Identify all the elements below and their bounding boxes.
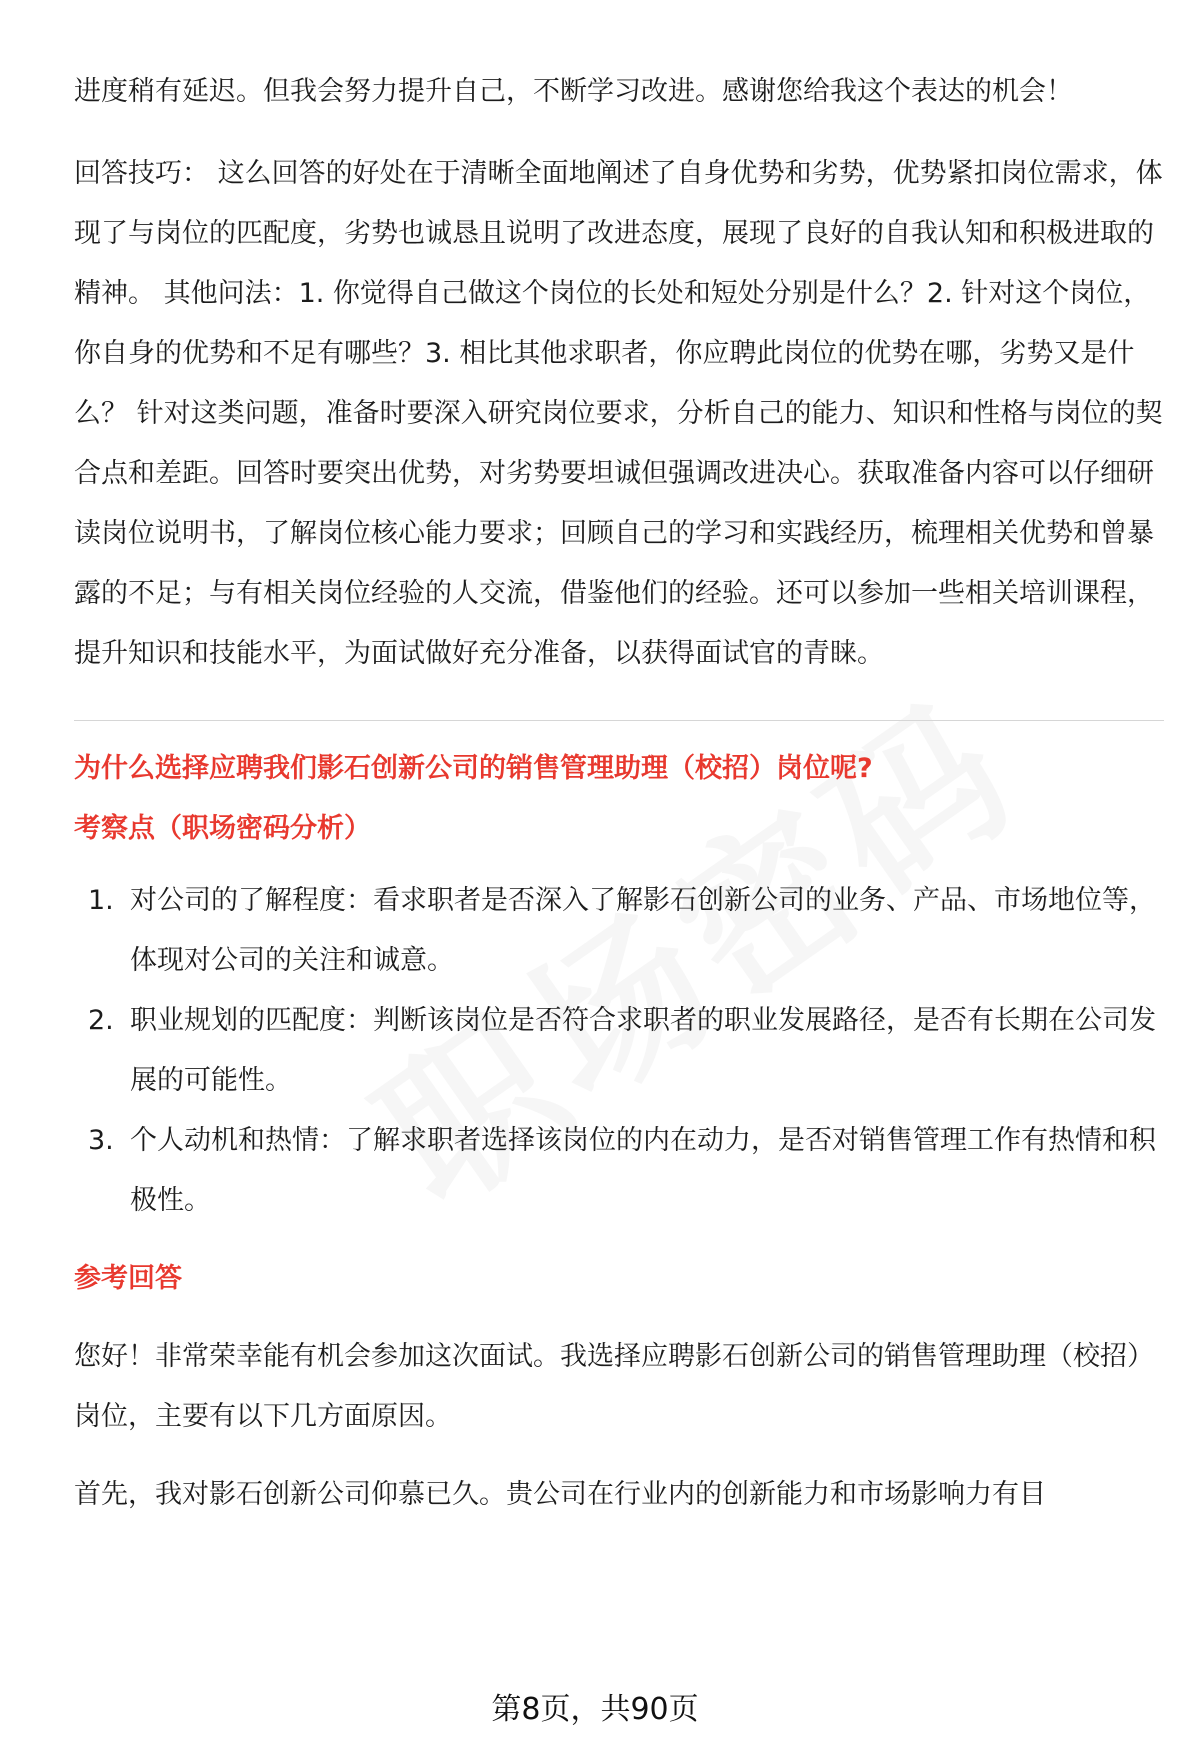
question-title: 为什么选择应聘我们影石创新公司的销售管理助理（校招）岗位呢? — [74, 753, 873, 784]
page-number: 第8页，共90页 — [491, 1692, 699, 1727]
list-item-text: 职业规划的匹配度：判断该岗位是否符合求职者的职业发展路径，是否有长期在公司发展的可能性。 — [130, 1005, 1156, 1096]
reference-paragraph: 您好！非常荣幸能有机会参加这次面试。我选择应聘影石创新公司的销售管理助理（校招）岗位，主要有以下几方面原因。 — [74, 1341, 1154, 1432]
section-divider — [74, 720, 1164, 721]
list-item-text: 对公司的了解程度：看求职者是否深入了解影石创新公司的业务、产品、市场地位等，体现对公司的关注和诚意。 — [130, 885, 1156, 976]
list-item — [74, 1111, 1164, 1231]
list-item-text: 个人动机和热情：了解求职者选择该岗位的内在动力，是否对销售管理工作有热情和积极性。 — [130, 1125, 1156, 1216]
analysis-heading: 考察点（职场密码分析） — [74, 813, 371, 844]
reference-paragraph: 首先，我对影石创新公司仰慕已久。贵公司在行业内的创新能力和市场影响力有目 — [74, 1479, 1046, 1510]
analysis-points-list — [74, 871, 1164, 1231]
list-item — [74, 871, 1164, 991]
list-item — [74, 991, 1164, 1111]
list-item-number: 2. — [88, 1005, 114, 1036]
answer-tips-paragraph: 回答技巧： 这么回答的好处在于清晰全面地阐述了自身优势和劣势，优势紧扣岗位需求，体现了与岗位的匹配度，劣势也诚恳且说明了改进态度，展现了良好的自我认知和积极进取的精神。 其他问法：1. 你觉得自己做这个岗位的长处和短处分别是什么？2. 针对这个岗位，你自身的优势和不足有哪些？3. 相比其他求职者，你应聘此岗位的优势在哪，劣势又是什么？ 针对这类问题，准备时要深入研究岗位要求，分析自己的能力、知识和性格与岗位的契合点和差距。回答时要突出优势，对劣势要坦诚但强调改进决心。获取准备内容可以仔细研读岗位说明书，了解岗位核心能力要求；回顾自己的学习和实践经历，梳理相关优势和曾暴露的不足；与有相关岗位经验的人交流，借鉴他们的经验。还可以参加一些相关培训课程，提升知识和技能水平，为面试做好充分准备，以获得面试官的青睐。 — [74, 158, 1163, 669]
answer-tail-paragraph: 进度稍有延迟。但我会努力提升自己，不断学习改进。感谢您给我这个表达的机会！ — [74, 76, 1073, 107]
reference-heading: 参考回答 — [74, 1263, 182, 1294]
list-item-number: 3. — [88, 1125, 114, 1156]
document-body — [74, 62, 1164, 1525]
list-item-number: 1. — [88, 885, 114, 916]
